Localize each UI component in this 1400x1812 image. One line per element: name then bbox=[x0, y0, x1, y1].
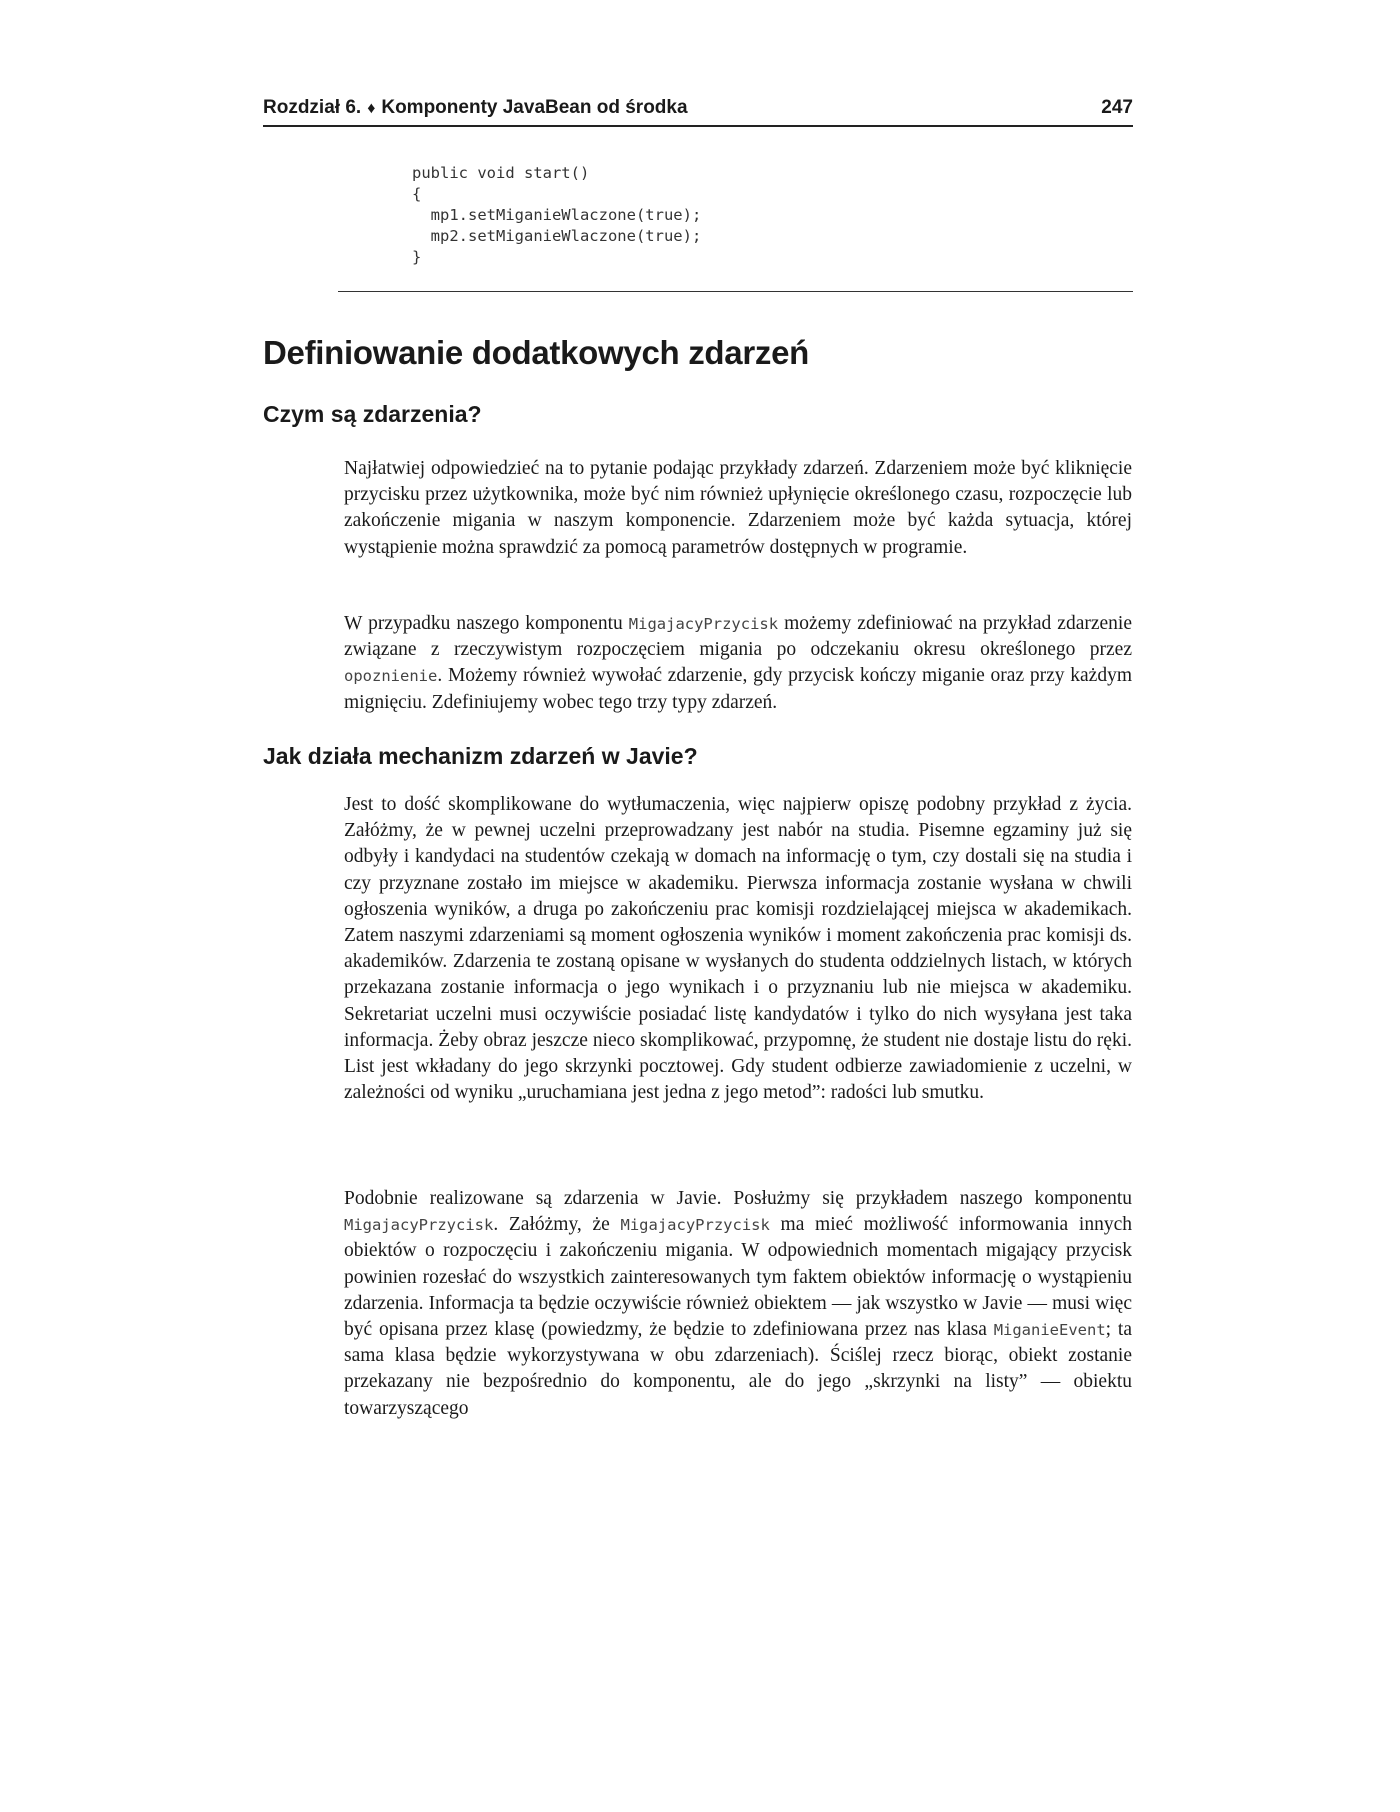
inline-code: opoznienie bbox=[344, 667, 438, 686]
inline-code: MiganieEvent bbox=[993, 1321, 1106, 1340]
paragraph bbox=[344, 611, 1132, 716]
paragraph bbox=[344, 1186, 1132, 1422]
subsection-title-mechanism: Jak działa mechanizm zdarzeń w Javie? bbox=[263, 743, 698, 769]
inline-code: MigajacyPrzycisk bbox=[344, 1216, 494, 1235]
running-header bbox=[263, 97, 1133, 127]
inline-code: MigajacyPrzycisk bbox=[628, 615, 779, 633]
code-listing: public void start() { mp1.setMiganieWlaczone(true); mp2.setMiganieWlaczone(true); } bbox=[412, 164, 702, 266]
section-title: Definiowanie dodatkowych zdarzeń bbox=[263, 334, 809, 371]
code-divider bbox=[338, 291, 1133, 292]
chapter-title: Komponenty JavaBean od środka bbox=[381, 97, 688, 118]
subsection-title-events: Czym są zdarzenia? bbox=[263, 401, 482, 427]
header-chapter bbox=[263, 97, 688, 119]
chapter-number: Rozdział 6. bbox=[263, 97, 362, 118]
text-run: ma mieć możliwość informowania innych obiektów o rozpoczęciu i zakończeniu migania. W odpowiednich momentach migający przycisk powinien rozesłać do wszystkich zainteresowanych tym faktem obiektów informację o wystąpieniu zdarzenia. Informacja ta będzie oczywiście również obiektem — jak wszystko w Javie — musi więc być opisana przez klasę (powiedzmy, że będzie to zdefiniowana przez nas klasa bbox=[344, 1214, 1132, 1341]
paragraph: Jest to dość skomplikowane do wytłumaczenia, więc najpierw opiszę podobny przykład z życia. Załóżmy, że w pewnej uczelni przeprowadzany jest nabór na studia. Pisemne egzaminy już się odbyły i kandydaci na studentów czekają w domach na informację o tym, czy dostali się na studia i czy przyznane zostało im miejsce w akademiku. Pierwsza informacja zostanie wysłana w chwili ogłoszenia wyników, a druga po zakończeniu prac komisji rozdzielającej miejsca w akademikach. Zatem naszymi zdarzeniami są moment ogłoszenia wyników i moment zakończenia prac komisji ds. akademików. Zdarzenia te zostaną opisane w wysłanych do studenta oddzielnych listach, w których przekazana zostanie informacja o jego wynikach i o przyznaniu lub nie miejsca w akademiku. Sekretariat uczelni musi oczywiście posiadać listę kandydatów i tylko do nich wysyłana jest taka informacja. Żeby obraz jeszcze nieco skomplikować, przypomnę, że student nie dostaje listu do ręki. List jest wkładany do jego skrzynki pocztowej. Gdy student odbierze zawiadomienie z uczelni, w zależności od wyniku „uruchamiana jest jedna z jego metod”: radości lub smutku. bbox=[344, 794, 1132, 1104]
text-run: możemy zdefiniować na przykład zdarzenie związane z rzeczywistym rozpoczęciem migania po odczekaniu okresu określonego przez bbox=[344, 613, 1132, 661]
text-run: Podobnie realizowane są zdarzenia w Javie. Posłużmy się przykładem naszego komponentu bbox=[344, 1188, 1132, 1209]
inline-code: MigajacyPrzycisk bbox=[620, 1216, 770, 1235]
text-run: . Możemy również wywołać zdarzenie, gdy przycisk kończy miganie oraz przy każdym mignięciu. Zdefiniujemy wobec tego trzy typy zdarzeń. bbox=[344, 665, 1132, 713]
page-number: 247 bbox=[1101, 97, 1133, 118]
text-run: W przypadku naszego komponentu bbox=[344, 613, 629, 634]
diamond-icon: ♦ bbox=[367, 100, 376, 117]
paragraph: Najłatwiej odpowiedzieć na to pytanie podając przykłady zdarzeń. Zdarzeniem może być kliknięcie przycisku przez użytkownika, może być nim również upłynięcie określonego czasu, rozpoczęcie lub zakończenie migania w naszym komponencie. Zdarzeniem może być każda sytuacja, której wystąpienie można sprawdzić za pomocą parametrów dostępnych w programie. bbox=[344, 458, 1132, 558]
text-run: . Załóżmy, że bbox=[493, 1214, 621, 1236]
text-run: ; ta sama klasa będzie wykorzystywana w obu zdarzeniach). Ściślej rzecz biorąc, obiekt zostanie przekazany nie bezpośrednio do komponentu, ale do jego „skrzynki na listy” — obiektu towarzyszącego bbox=[344, 1319, 1132, 1419]
